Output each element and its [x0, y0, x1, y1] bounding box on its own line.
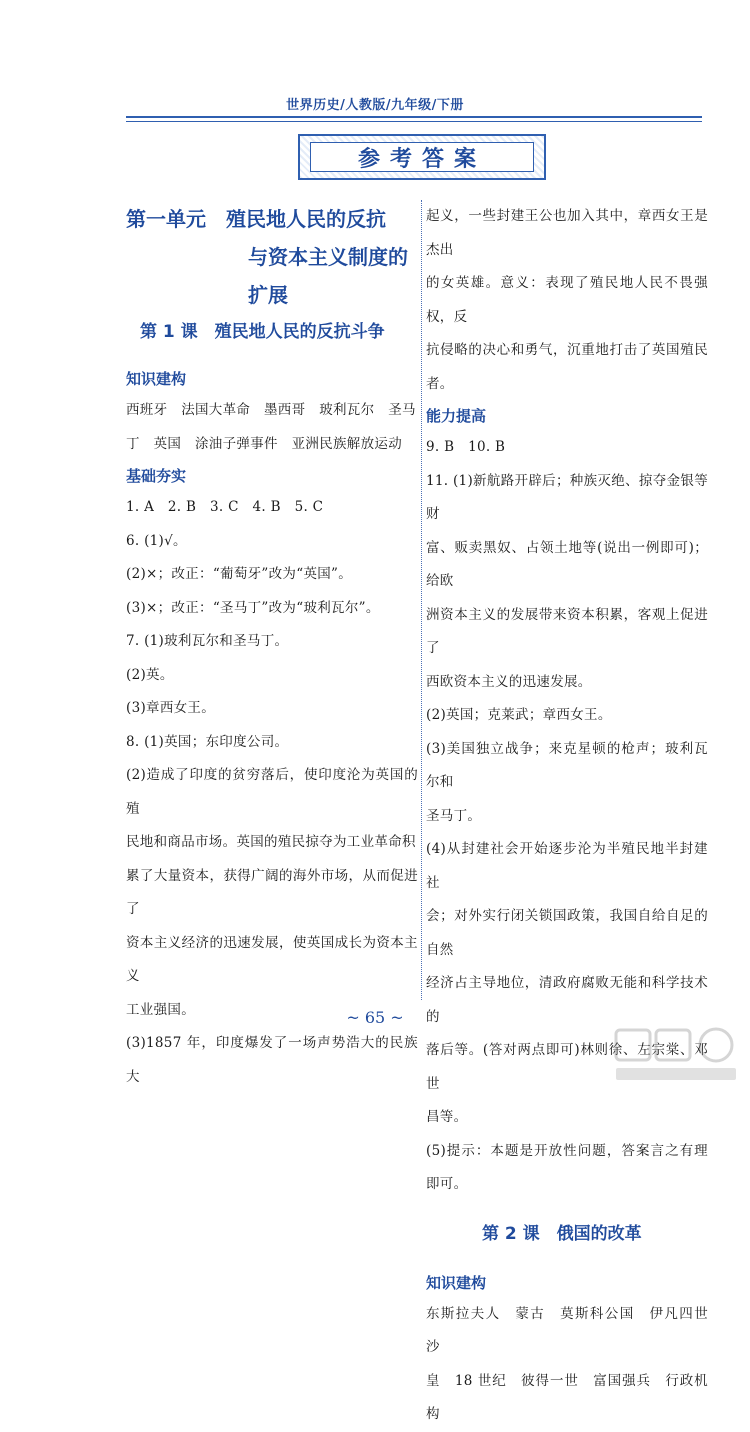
answer-11-1-line-2: 富、贩卖黑奴、占领土地等(说出一例即可)；给欧 — [426, 539, 708, 589]
unit-title-line-3: 扩展 — [248, 283, 288, 307]
answer-7-1: 7. (1)玻利瓦尔和圣马丁。 — [126, 633, 289, 649]
running-header: 世界历史/人教版/九年级/下册 — [286, 98, 464, 113]
answer-11-4-line-1: (4)从封建社会开始逐步沦为半殖民地半封建社 — [426, 841, 708, 891]
lesson-1-title: 第 1 课 殖民地人民的反抗斗争 — [140, 322, 385, 342]
knowledge2-line-1: 东斯拉夫人 蒙古 莫斯科公国 伊凡四世 沙 — [426, 1305, 722, 1355]
banner-title: 参考答案 — [310, 142, 534, 172]
knowledge-line-1: 西班牙 法国大革命 墨西哥 玻利瓦尔 圣马 — [126, 402, 416, 418]
right-column — [426, 200, 722, 1432]
watermark-logo-icon — [612, 1026, 742, 1086]
answer-11-3-line-1: (3)美国独立战争；来克星顿的枪声；玻利瓦尔和 — [426, 740, 708, 790]
header-rule-thin — [126, 121, 702, 122]
section-knowledge: 知识建构 — [126, 370, 187, 388]
answer-8-2-line-2: 民地和商品市场。英国的殖民掠夺为工业革命积 — [126, 834, 416, 850]
answer-8-3-line-2: 起义，一些封建王公也加入其中，章西女王是杰出 — [426, 208, 708, 258]
answer-9-10: 9. B 10. B — [426, 439, 506, 455]
knowledge2-line-2: 皇 18 世纪 彼得一世 富国强兵 行政机构 — [426, 1372, 708, 1422]
answer-11-4-line-2: 会；对外实行闭关锁国政策，我国自给自足的自然 — [426, 908, 708, 958]
answer-11-4-line-4: 落后等。(答对两点即可)林则徐、左宗棠、邓世 — [426, 1042, 708, 1092]
answer-11-1-line-1: 11. (1)新航路开辟后；种族灭绝、掠夺金银等财 — [426, 472, 708, 522]
answer-6-1: 6. (1)√。 — [126, 532, 187, 549]
section-ability: 能力提高 — [426, 407, 487, 425]
section-knowledge-2: 知识建构 — [426, 1273, 487, 1292]
answer-11-1-line-3: 洲资本主义的发展带来资本积累，客观上促进了 — [426, 606, 708, 656]
page-number: ~ 65 ~ — [346, 1008, 404, 1027]
unit-title — [126, 200, 418, 314]
knowledge-line-2: 丁 英国 涂油子弹事件 亚洲民族解放运动 — [126, 435, 402, 452]
left-column — [126, 200, 418, 1094]
answer-8-2-line-3: 累了大量资本，获得广阔的海外市场，从而促进了 — [126, 867, 418, 917]
lesson-2-title: 第 2 课 俄国的改革 — [482, 1223, 642, 1244]
column-divider — [421, 200, 422, 1000]
unit-title-line-1: 第一单元 殖民地人民的反抗 — [126, 207, 386, 231]
answer-8-3-line-4: 抗侵略的决心和勇气，沉重地打击了英国殖民者。 — [426, 342, 708, 392]
unit-title-line-2: 与资本主义制度的 — [248, 245, 408, 269]
answer-8-1: 8. (1)英国；东印度公司。 — [126, 733, 289, 750]
answer-7-2: (2)英。 — [126, 666, 174, 683]
answer-6-2: (2)×；改正：“葡萄牙”改为“英国”。 — [126, 566, 353, 582]
answer-banner — [298, 134, 546, 180]
answer-8-2-line-5: 工业强国。 — [126, 1001, 195, 1018]
answer-8-3-line-1: (3)1857 年，印度爆发了一场声势浩大的民族大 — [126, 1035, 418, 1085]
answer-11-4-line-5: 昌等。 — [426, 1109, 468, 1125]
answer-11-1-line-4: 西欧资本主义的迅速发展。 — [426, 673, 592, 690]
answer-7-3: (3)章西女王。 — [126, 700, 216, 716]
answer-6-3: (3)×；改正：“圣马丁”改为“玻利瓦尔”。 — [126, 599, 380, 616]
section-basic: 基础夯实 — [126, 467, 187, 485]
answer-8-3-line-3: 的女英雄。意义：表现了殖民地人民不畏强权，反 — [426, 275, 708, 325]
answer-11-5: (5)提示：本题是开放性问题，答案言之有理即可。 — [426, 1142, 708, 1192]
answer-11-2: (2)英国；克莱武；章西女王。 — [426, 707, 612, 723]
header-rule — [126, 116, 702, 118]
answer-11-4-line-3: 经济占主导地位，清政府腐败无能和科学技术的 — [426, 975, 708, 1025]
answer-8-2-line-4: 资本主义经济的迅速发展，使英国成长为资本主义 — [126, 934, 418, 984]
answer-1-5: 1. A 2. B 3. C 4. B 5. C — [126, 499, 324, 515]
answer-11-3-line-2: 圣马丁。 — [426, 807, 482, 824]
answer-8-2-line-1: (2)造成了印度的贫穷落后，使印度沦为英国的殖 — [126, 767, 418, 817]
